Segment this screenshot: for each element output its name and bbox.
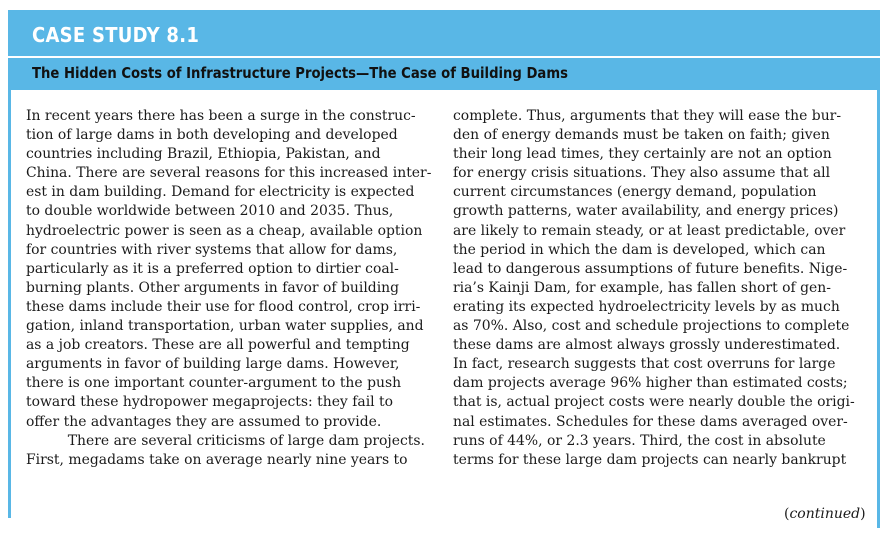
- case-study-label: CASE STUDY 8.1: [32, 23, 200, 47]
- continued-note: (continued): [784, 506, 866, 522]
- right-border-rule: [877, 90, 880, 528]
- header-divider: [8, 56, 880, 58]
- text-line: particularly as it is a preferred option to dirtier coal-: [26, 260, 399, 277]
- text-line: current circumstances (energy demand, population: [453, 184, 817, 201]
- text-line: there is one important counter-argument to the push: [26, 375, 402, 392]
- text-line: countries including Brazil, Ethiopia, Pakistan, and: [26, 146, 381, 163]
- text-line: that is, actual project costs were nearly double the origi-: [453, 394, 855, 411]
- text-line: den of energy demands must be taken on faith; given: [453, 127, 830, 144]
- text-line: burning plants. Other arguments in favor of building: [26, 279, 400, 296]
- text-line: terms for these large dam projects can nearly bankrupt: [453, 451, 847, 468]
- text-line: In recent years there has been a surge in the construc-: [26, 108, 416, 124]
- left-text-column: [26, 107, 436, 470]
- right-text-column: [453, 107, 863, 470]
- text-line: growth patterns, water availability, and energy prices): [453, 203, 839, 220]
- text-line: the period in which the dam is developed, which can: [453, 241, 826, 258]
- case-study-header: [8, 10, 880, 90]
- text-line: gation, inland transportation, urban water supplies, and: [26, 318, 424, 335]
- text-line: for energy crisis situations. They also assume that all: [453, 165, 831, 182]
- text-line: their long lead times, they certainly are not an option: [453, 146, 832, 163]
- text-line: toward these hydropower megaprojects: they fail to: [26, 394, 394, 411]
- text-line: complete. Thus, arguments that they will ease the bur-: [453, 108, 842, 124]
- text-line: lead to dangerous assumptions of future benefits. Nige-: [453, 260, 848, 277]
- text-line: as a job creators. These are all powerful and tempting: [26, 337, 410, 354]
- text-line: as 70%. Also, cost and schedule projections to complete: [453, 318, 850, 335]
- text-line: to double worldwide between 2010 and 2035. Thus,: [26, 203, 394, 220]
- left-border-rule: [8, 90, 11, 518]
- text-line: are likely to remain steady, or at least predictable, over: [453, 222, 846, 239]
- text-line: First, megadams take on average nearly nine years to: [26, 451, 408, 468]
- text-line: est in dam building. Demand for electricity is expected: [26, 184, 415, 201]
- text-line: offer the advantages they are assumed to provide.: [26, 413, 382, 430]
- text-line-indented: There are several criticisms of large dam projects.: [67, 432, 425, 449]
- text-line: for countries with river systems that allow for dams,: [26, 241, 398, 258]
- text-line: ria’s Kainji Dam, for example, has fallen short of gen-: [453, 279, 831, 296]
- continued-label: continued: [789, 506, 861, 522]
- text-line: dam projects average 96% higher than estimated costs;: [453, 375, 848, 392]
- text-line: erating its expected hydroelectricity levels by as much: [453, 298, 840, 315]
- text-line: these dams include their use for flood control, crop irri-: [26, 298, 421, 315]
- text-line: tion of large dams in both developing and developed: [26, 127, 398, 144]
- text-line: arguments in favor of building large dams. However,: [26, 356, 400, 373]
- text-line: nal estimates. Schedules for these dams averaged over-: [453, 413, 848, 430]
- text-line: these dams are almost always grossly underestimated.: [453, 337, 841, 354]
- text-line: runs of 44%, or 2.3 years. Third, the cost in absolute: [453, 432, 826, 449]
- case-study-title: The Hidden Costs of Infrastructure Projects—The Case of Building Dams: [32, 64, 568, 82]
- text-line: In fact, research suggests that cost overruns for large: [453, 356, 836, 373]
- text-line: China. There are several reasons for this increased inter-: [26, 165, 432, 182]
- text-line: hydroelectric power is seen as a cheap, available option: [26, 222, 423, 239]
